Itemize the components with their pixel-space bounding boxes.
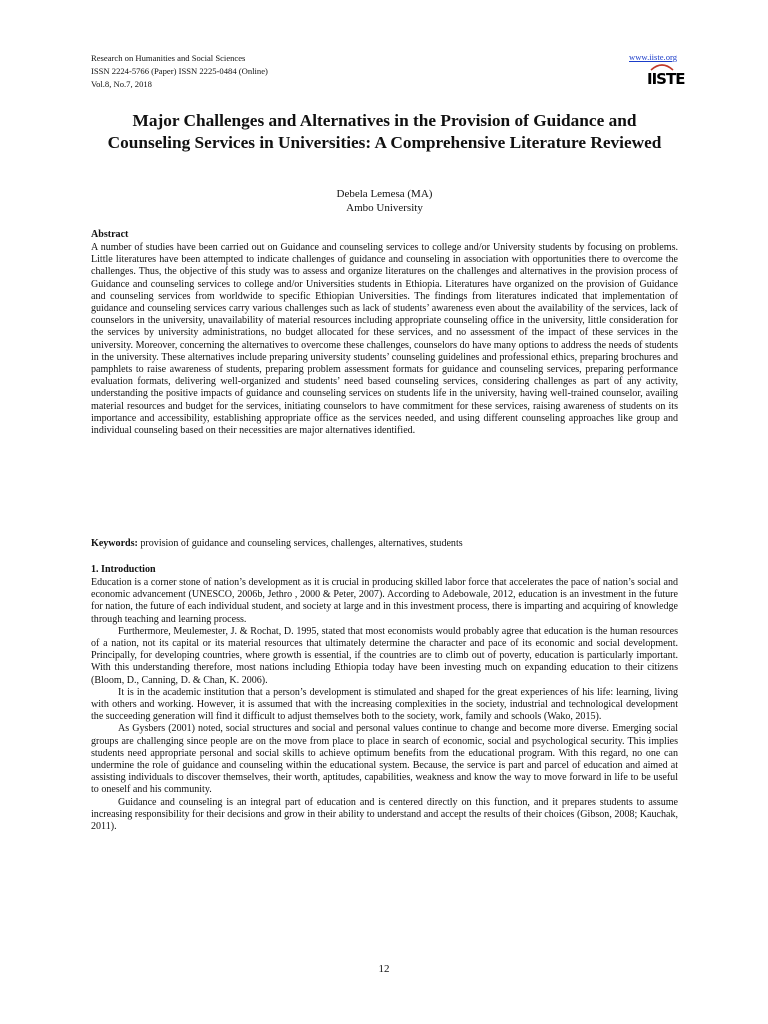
keywords-label: Keywords: xyxy=(91,538,138,549)
introduction-heading: 1. Introduction xyxy=(91,564,156,575)
page-number: 12 xyxy=(378,963,390,975)
author-affiliation: Ambo University xyxy=(346,201,423,214)
intro-paragraph: As Gysbers (2001) noted, social structures and social and personal values continue to change and become more diverse. Emerging social groups are challenging since people are on the move from place to place in search of economic, social and psychological security. This implies students need appropriate personal and social skills to achieve optimum benefits from the educational program. With this regard, no one can undermine the role of guidance and counseling within the educational system. Because, the service is part and parcel of education and aimed at assisting individuals to discover themselves, their worth, aptitudes, capabilities, weakness and know the way to move forward in life to be useful to oneself and his community. xyxy=(91,723,678,796)
author-block xyxy=(91,188,678,215)
journal-website-link[interactable]: www.iiste.org xyxy=(629,52,677,62)
volume-line: Vol.8, No.7, 2018 xyxy=(91,79,152,89)
author-name: Debela Lemesa (MA) xyxy=(336,188,433,200)
introduction-body xyxy=(91,577,678,833)
paper-title: Major Challenges and Alternatives in the Provision of Guidance and Counseling Services in Universities: A Comprehensive Literature Reviewed xyxy=(107,111,662,152)
keywords-text: provision of guidance and counseling services, challenges, alternatives, students xyxy=(137,538,463,549)
logo-text: IISTE xyxy=(647,70,685,88)
intro-paragraph: Furthermore, Meulemester, J. & Rochat, D. 1995, stated that most economists would probably agree that education is the human resources of a nation, not its capital or its material resources that ultimately determine the character and pace of its economic and social development. Principally, for developing countries, where growth is essential, if the countries are to climb out of poverty, education is particularly important. With this understanding therefore, most nations including Ethiopia today have been investing much on expanding education to their citizens (Bloom, D., Canning, D. & Chan, K. 2006). xyxy=(91,625,678,686)
intro-paragraph: It is in the academic institution that a person’s development is stimulated and shaped for the great experiences of his life: learning, living with others and working. However, it is assumed that with the increasing complexities in the society, industrial and technological development the succeeding generation will find it difficult to adjust themselves both to the society, work, family and schools (Wako, 2015). xyxy=(91,686,678,723)
intro-paragraph: Guidance and counseling is an integral part of education and is centered directly on this function, and it prepares students to assume increasing responsibility for their decisions and grow in their ability to understand and accept the results of their choices (Gibson, 2008; Kauchak, 2011). xyxy=(91,796,678,833)
journal-name: Research on Humanities and Social Sciences xyxy=(91,53,246,63)
abstract-text: A number of studies have been carried out on Guidance and counseling services to college and/or University students by focusing on problems. Little literatures have been attempted to indicate challenges of guidance and counseling in association with opportunities there to overcome the challenges. Thus, the objective of this study was to assess and organize literatures on the challenges and alternatives in the provision process of Guidance and counseling services to college and/or Universities students in Ethiopia. Literatures have organized on the provision of Guidance and counseling services from worldwide to specific Ethiopian Universities. The findings from literatures indicated that implementation of guidance and counseling services carry various challenges such as lack of students’ awareness even about the availability of the services, lack of counselors in the university, unavailability of material resources including appropriate counseling office in the university, little consideration for the services by university administrations, no budget allocated for these services, and no assessment of the impact of these services in the university. Moreover, concerning the alternatives to overcome these challenges, counselors do have many options to address the needs of students in the university. These alternatives include preparing university students’ counseling guidelines and professional ethics, preparing brochures and pamphlets to raise awareness of students, preparing problem assessment formats for guidance and counseling services, preparing performance evaluation formats, delivering well-organized and students’ need based counseling services, considering challenges as part of any activity, understanding the positive impacts of guidance and counseling services on students life in the university, having well-trained counselor, availing material resources and budget for the services, initiating counselors to have commitment for these services, raising awareness of students on its importance and accessibility, establishing appropriate office as the services needed, and using different counseling approaches like group and individual counseling based on their necessities are major alternatives identified. xyxy=(91,242,678,437)
keywords-line xyxy=(91,538,678,550)
issn-line: ISSN 2224-5766 (Paper) ISSN 2225-0484 (Online) xyxy=(91,66,268,76)
intro-paragraph: Education is a corner stone of nation’s development as it is crucial in producing skilled labor force that accelerates the pace of nation’s social and economic advancement (UNESCO, 2006b, Jethro , 2000 & Peter, 2007). According to Adebowale, 2012, education is an investment in the future for nation, the future of each individual student, and society at large and in this investment process, there is imparting and acquiring of knowledge through teaching and learning process. xyxy=(91,577,678,625)
logo-arc-icon xyxy=(649,63,675,71)
abstract-heading: Abstract xyxy=(91,229,129,240)
iiste-logo xyxy=(647,66,685,92)
